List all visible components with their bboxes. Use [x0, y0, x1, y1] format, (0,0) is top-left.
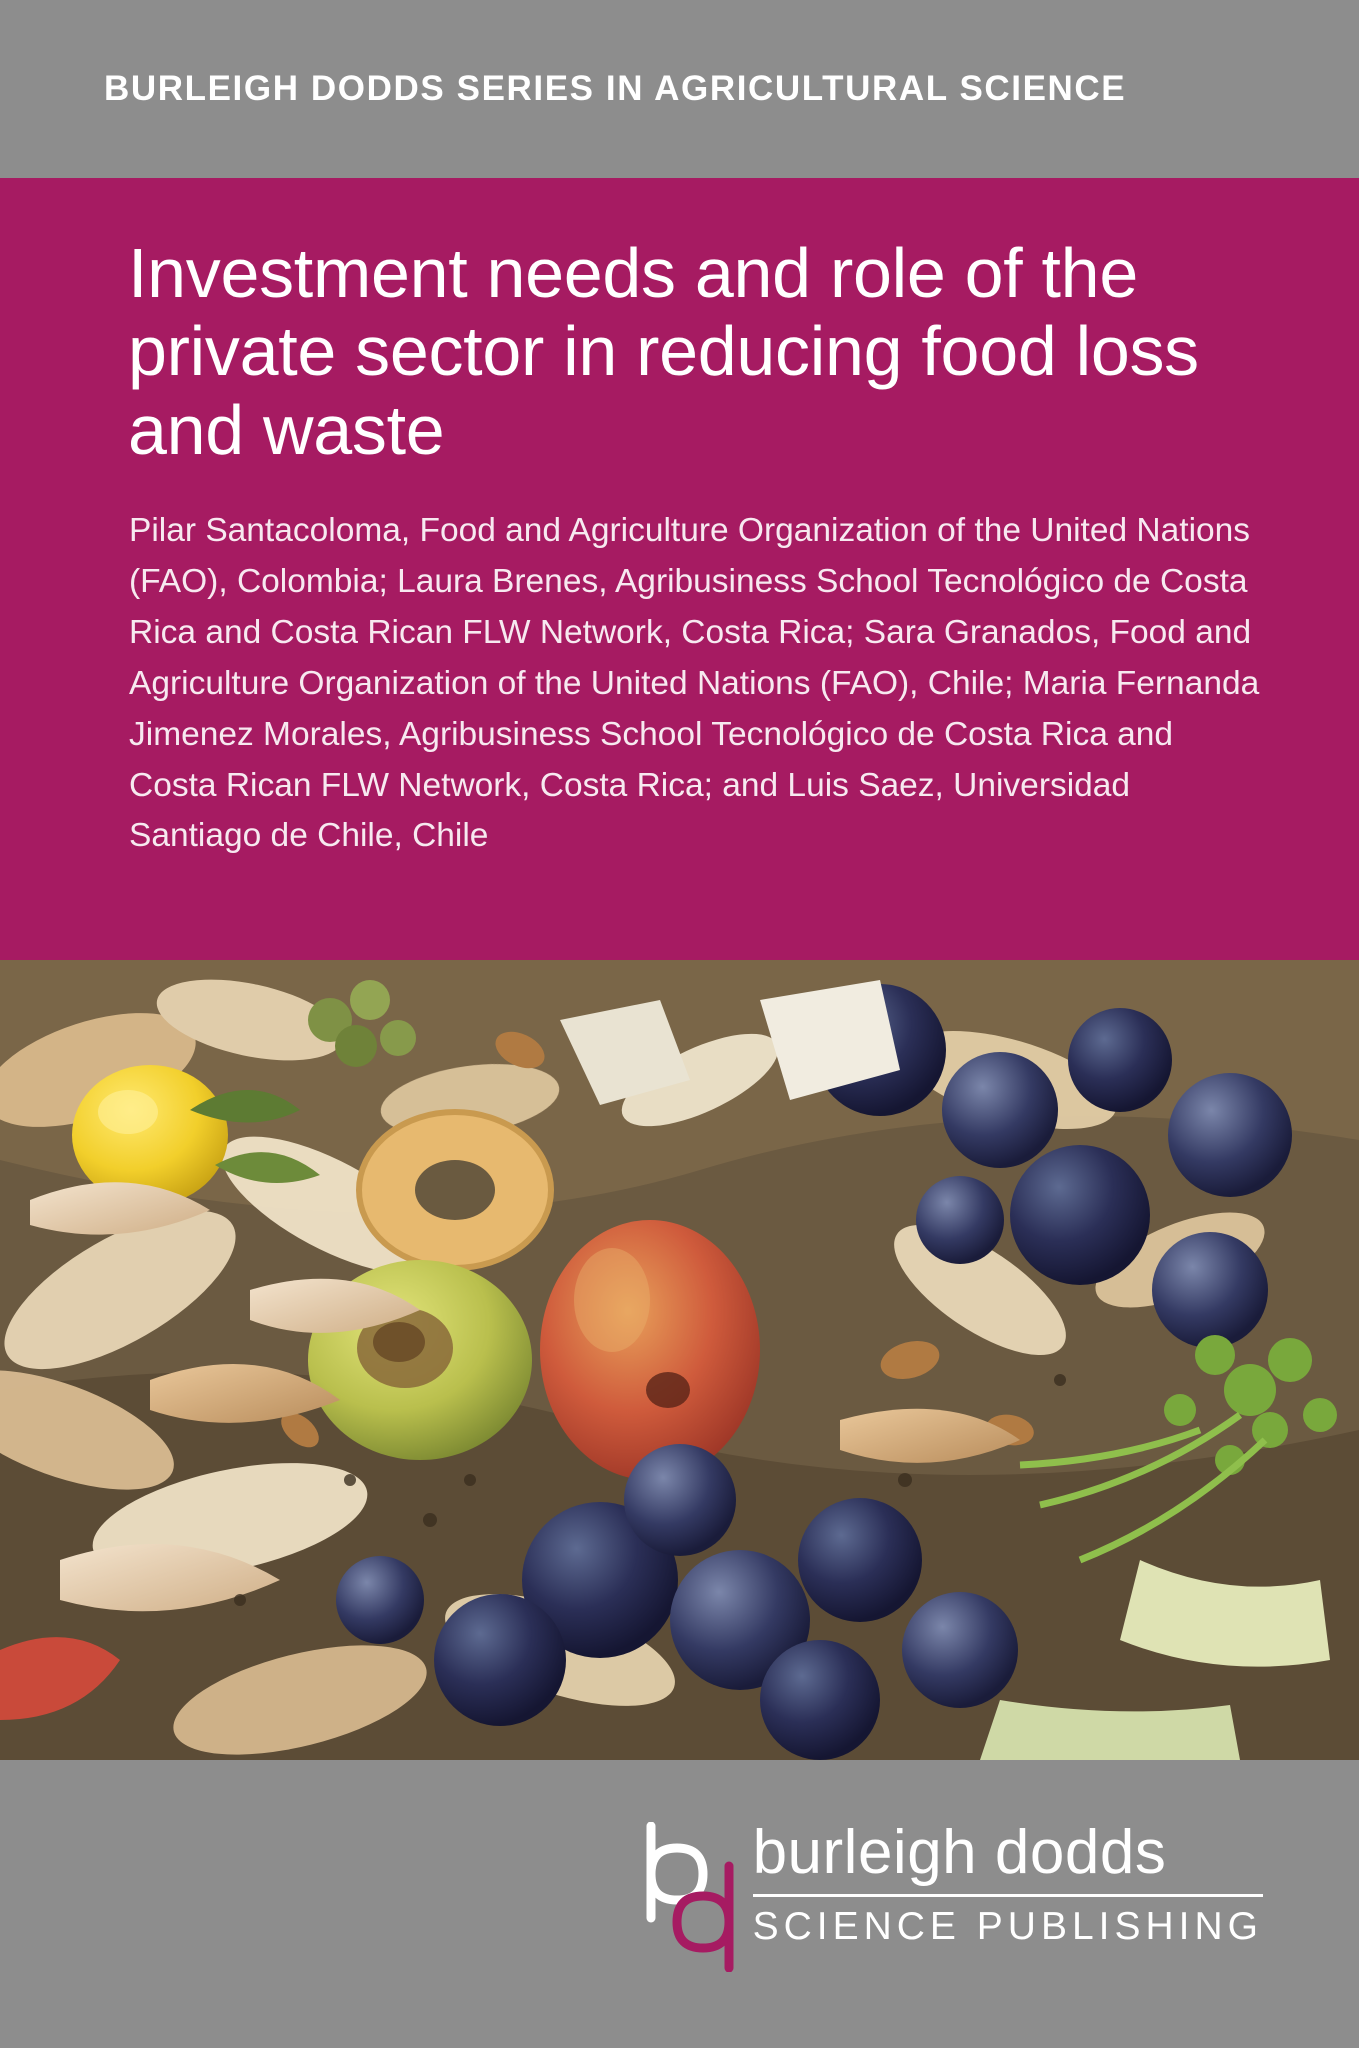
bd-monogram-icon [643, 1822, 739, 1972]
publisher-logo [643, 1818, 1263, 1972]
logo-divider [753, 1894, 1263, 1897]
food-waste-illustration [0, 960, 1359, 1760]
footer-band [0, 1760, 1359, 2048]
series-band [0, 0, 1359, 178]
author-list: Pilar Santacoloma, Food and Agriculture Organization of the United Nations (FAO), Colombia; Laura Brenes, Agribusiness School Tecnológico de Costa Rica and Costa Rican FLW Network, Costa Rica; Sara Granados, Food and Agriculture Organization of the United Nations (FAO), Chile; Maria Fernanda Jimenez Morales, Agribusiness School Tecnológico de Costa Rica and Costa Rican FLW Network, Costa Rica; and Luis Saez, Universidad Santiago de Chile, Chile [129, 512, 1260, 855]
publisher-name: burleigh dodds [752, 1818, 1167, 1887]
publisher-wordmark [752, 1818, 1263, 1948]
cover-photo [0, 960, 1359, 1760]
apple-ring [359, 1112, 551, 1268]
title-block [0, 178, 1359, 960]
page-title: Investment needs and role of the private sector in reducing food loss and waste [128, 234, 1199, 469]
publisher-tagline: SCIENCE PUBLISHING [752, 1905, 1263, 1948]
apple-core [540, 1220, 760, 1480]
series-title: BURLEIGH DODDS SERIES IN AGRICULTURAL SCIENCE [104, 69, 1127, 108]
